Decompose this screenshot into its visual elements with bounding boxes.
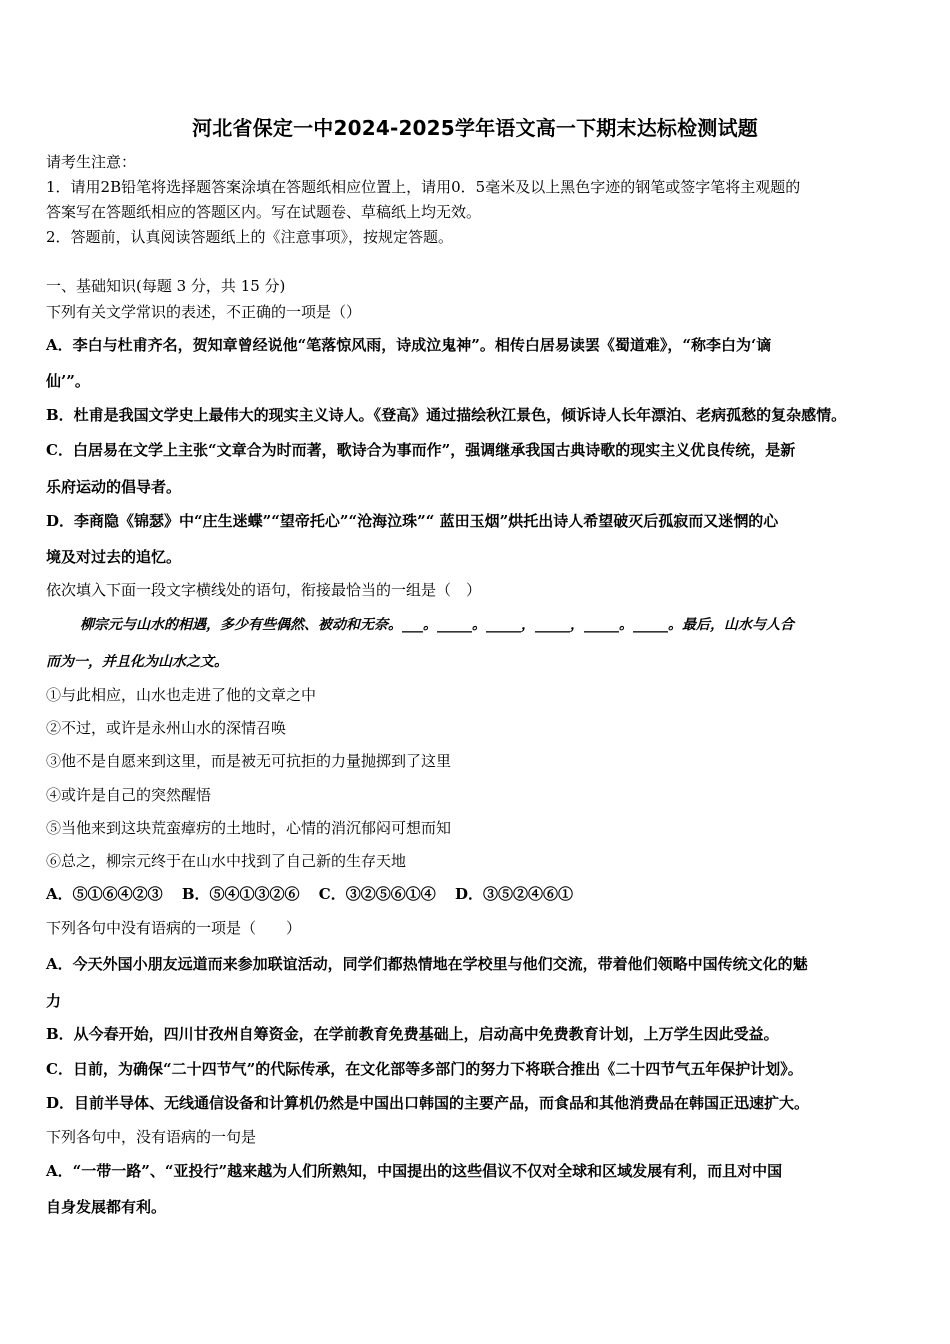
question-1-option-b: B．杜甫是我国文学史上最伟大的现实主义诗人。《登高》通过描绘秋江景色，倾诉诗人长年漂泊、老病孤愁的复杂感情。 <box>46 406 847 424</box>
notice-line-2: 答案写在答题纸相应的答题区内。写在试题卷、草稿纸上均无效。 <box>46 203 482 221</box>
question-2-stem: 依次填入下面一段文字横线处的语句，衔接最恰当的一组是（ ） <box>46 581 482 599</box>
question-4-option-a: A．“一带一路”、“亚投行”越来越为人们所熟知，中国提出的这些倡议不仅对全球和区域发展有利，而且对中国 <box>46 1162 783 1180</box>
question-3-option-a-cont: 力 <box>46 992 62 1010</box>
question-2-sentence-3: ③他不是自愿来到这里，而是被无可抗拒的力量抛掷到了这里 <box>46 752 452 770</box>
question-1-option-d: D．李商隐《锦瑟》中“庄生迷蝶”“望帝托心”“沧海泣珠”“ 蓝田玉烟”烘托出诗人希望破灭后孤寂而又迷惘的心 <box>46 512 779 530</box>
question-2-sentence-6: ⑥总之，柳宗元终于在山水中找到了自己新的生存天地 <box>46 852 407 870</box>
question-2-option-c: C．③②⑤⑥①④ <box>318 885 436 903</box>
question-2-options <box>46 884 587 904</box>
section-heading: 一、基础知识(每题 3 分，共 15 分) <box>46 277 286 295</box>
question-2-option-d: D．③⑤②④⑥① <box>454 885 573 903</box>
question-3-option-c: C．日前，为确保“二十四节气”的代际传承，在文化部等多部门的努力下将联合推出《二十四节气五年保护计划》。 <box>46 1060 803 1078</box>
question-3-option-d: D．目前半导体、无线通信设备和计算机仍然是中国出口韩国的主要产品，而食品和其他消费品在韩国正迅速扩大。 <box>46 1094 810 1112</box>
question-2-sentence-4: ④或许是自己的突然醒悟 <box>46 786 212 804</box>
notice-heading: 请考生注意： <box>46 153 137 171</box>
question-3-stem: 下列各句中没有语病的一项是（ ） <box>46 919 302 937</box>
question-4-option-a-cont: 自身发展都有利。 <box>46 1198 167 1216</box>
question-4-stem: 下列各句中，没有语病的一句是 <box>46 1128 257 1146</box>
question-2-sentence-1: ①与此相应，山水也走进了他的文章之中 <box>46 686 317 704</box>
question-1-option-a: A．李白与杜甫齐名，贺知章曾经说他“笔落惊风雨，诗成泣鬼神”。相传白居易读罢《蜀道难》，“称李白为‘谪 <box>46 336 772 354</box>
question-2-sentence-2: ②不过，或许是永州山水的深情召唤 <box>46 719 287 737</box>
page-title: 河北省保定一中2024-2025学年语文高一下期末达标检测试题 <box>192 116 758 140</box>
question-2-option-a: A．⑤①⑥④②③ <box>46 885 163 903</box>
notice-line-3: 2．答题前，认真阅读答题纸上的《注意事项》，按规定答题。 <box>46 228 454 246</box>
question-1-option-d-cont: 境及对过去的追忆。 <box>46 548 182 566</box>
question-1-option-a-cont: 仙’”。 <box>46 372 90 390</box>
question-2-passage: 柳宗元与山水的相遇，多少有些偶然、被动和无奈。___。_____。_____，_____，_____。_____。最后，山水与人合 <box>80 617 794 633</box>
question-2-option-b: B．⑤④①③②⑥ <box>181 885 300 903</box>
question-3-option-a: A．今天外国小朋友远道而来参加联谊活动，同学们都热情地在学校里与他们交流，带着他们领略中国传统文化的魅 <box>46 955 808 973</box>
question-1-option-c-cont: 乐府运动的倡导者。 <box>46 478 182 496</box>
question-3-option-b: B．从今春开始，四川甘孜州自筹资金，在学前教育免费基础上，启动高中免费教育计划，上万学生因此受益。 <box>46 1025 779 1043</box>
question-2-sentence-5: ⑤当他来到这块荒蛮瘴疠的土地时，心情的消沉郁闷可想而知 <box>46 819 452 837</box>
question-1-stem: 下列有关文学常识的表述，不正确的一项是（） <box>46 303 362 321</box>
notice-line-1: 1．请用2B铅笔将选择题答案涂填在答题纸相应位置上，请用0．5毫米及以上黑色字迹的钢笔或签字笔将主观题的 <box>46 178 801 196</box>
question-2-passage-cont: 而为一，并且化为山水之文。 <box>46 654 228 670</box>
question-1-option-c: C．白居易在文学上主张“文章合为时而著，歌诗合为事而作”，强调继承我国古典诗歌的现实主义优良传统，是新 <box>46 441 796 459</box>
